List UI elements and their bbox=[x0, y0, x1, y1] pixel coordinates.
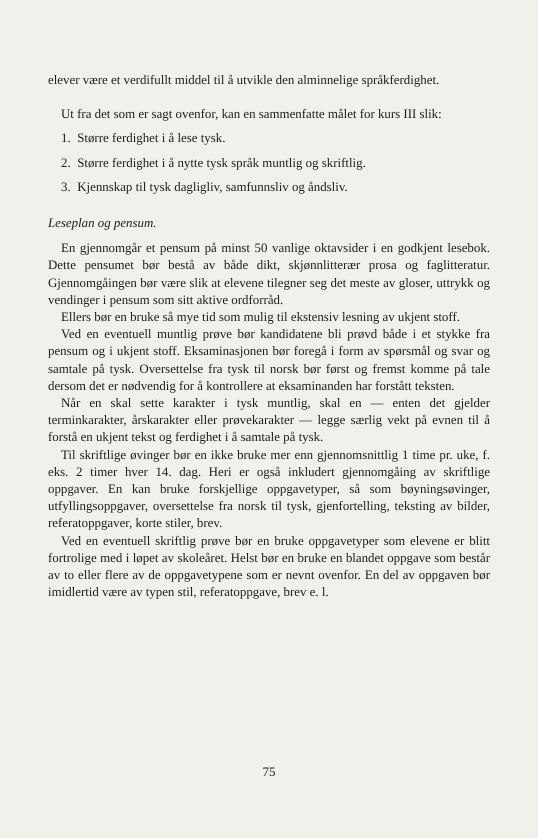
paragraph-goal-intro: Ut fra det som er sagt ovenfor, kan en sammenfatte målet for kurs III slik: bbox=[61, 107, 442, 122]
list-text: Kjennskap til tysk dagligliv, samfunnsliv og åndsliv. bbox=[77, 179, 348, 194]
paragraph-continuation: elever være et verdifullt middel til å utvikle den alminnelige språkferdighet. bbox=[48, 73, 440, 87]
paragraph-oral-grade: Når en skal sette karakter i tysk muntlig, skal en — enten det gjelder terminkarakter, årskarakter eller prøvekarakter — legge særlig vekt på evnen til å forstå en ukjent tekst og ferdighet i å samtale på tysk. bbox=[48, 396, 490, 445]
section-heading: Leseplan og pensum. bbox=[48, 216, 157, 231]
list-text: Større ferdighet i å nytte tysk språk muntlig og skriftlig. bbox=[77, 155, 366, 170]
paragraph-written-exercises: Til skriftlige øvinger bør en ikke bruke mer enn gjennomsnittlig 1 time pr. uke, f. eks. 2 timer hver 14. dag. Heri er også inkludert gjennomgåing av skriftlige oppgaver. En kan bruke forskjellige oppgavetyper, så som bøyningsøvinger, utfyllingsoppgaver, oversettelse fra norsk til tysk, gjenfortelling, teksting av bilder, referatoppgaver, korte stiler, brev. bbox=[48, 447, 490, 531]
paragraph-pensum: En gjennomgår et pensum på minst 50 vanlige oktavsider i en godkjent lesebok. Dette pensumet bør bestå av både dikt, skjønnlitterær prosa og faglitteratur. Gjennomgåingen bør være slik at elevene tilegner seg det meste av gloser, uttrykk og vendinger i pensum som sitt aktive ordforråd. bbox=[48, 241, 490, 307]
list-text: Større ferdighet i å lese tysk. bbox=[77, 131, 226, 146]
list-number: 1. bbox=[61, 131, 71, 146]
list-item bbox=[48, 130, 490, 147]
paragraph-extensive-reading: Ellers bør en bruke så mye tid som mulig til ekstensiv lesning av ukjent stoff. bbox=[61, 310, 460, 325]
goal-list bbox=[48, 130, 490, 196]
paragraph-oral-exam: Ved en eventuell muntlig prøve bør kandidatene bli prøvd både i et stykke fra pensum og i ukjent stoff. Eksaminasjonen bør foregå i form av spørsmål og svar og samtale på tysk. Oversettelse fra tysk til norsk bør først og fremst komme på tale dersom det er nødvendig for å kontrollere at eksaminanden har forstått teksten. bbox=[48, 327, 490, 393]
page-number: 75 bbox=[262, 764, 276, 779]
paragraph-written-exam: Ved en eventuell skriftlig prøve bør en bruke oppgavetyper som elevene er blitt fortrolige med i løpet av skoleåret. Helst bør en bruke en blandet oppgave som består av to eller flere av de oppgavetypene som er nevnt ovenfor. En del av oppgaven bør imidlertid være av typen stil, referatoppgave, brev e. l. bbox=[48, 533, 490, 600]
list-number: 2. bbox=[61, 155, 71, 170]
list-item bbox=[48, 179, 490, 196]
list-number: 3. bbox=[61, 179, 71, 194]
list-item bbox=[48, 155, 490, 172]
body-text bbox=[48, 72, 490, 601]
